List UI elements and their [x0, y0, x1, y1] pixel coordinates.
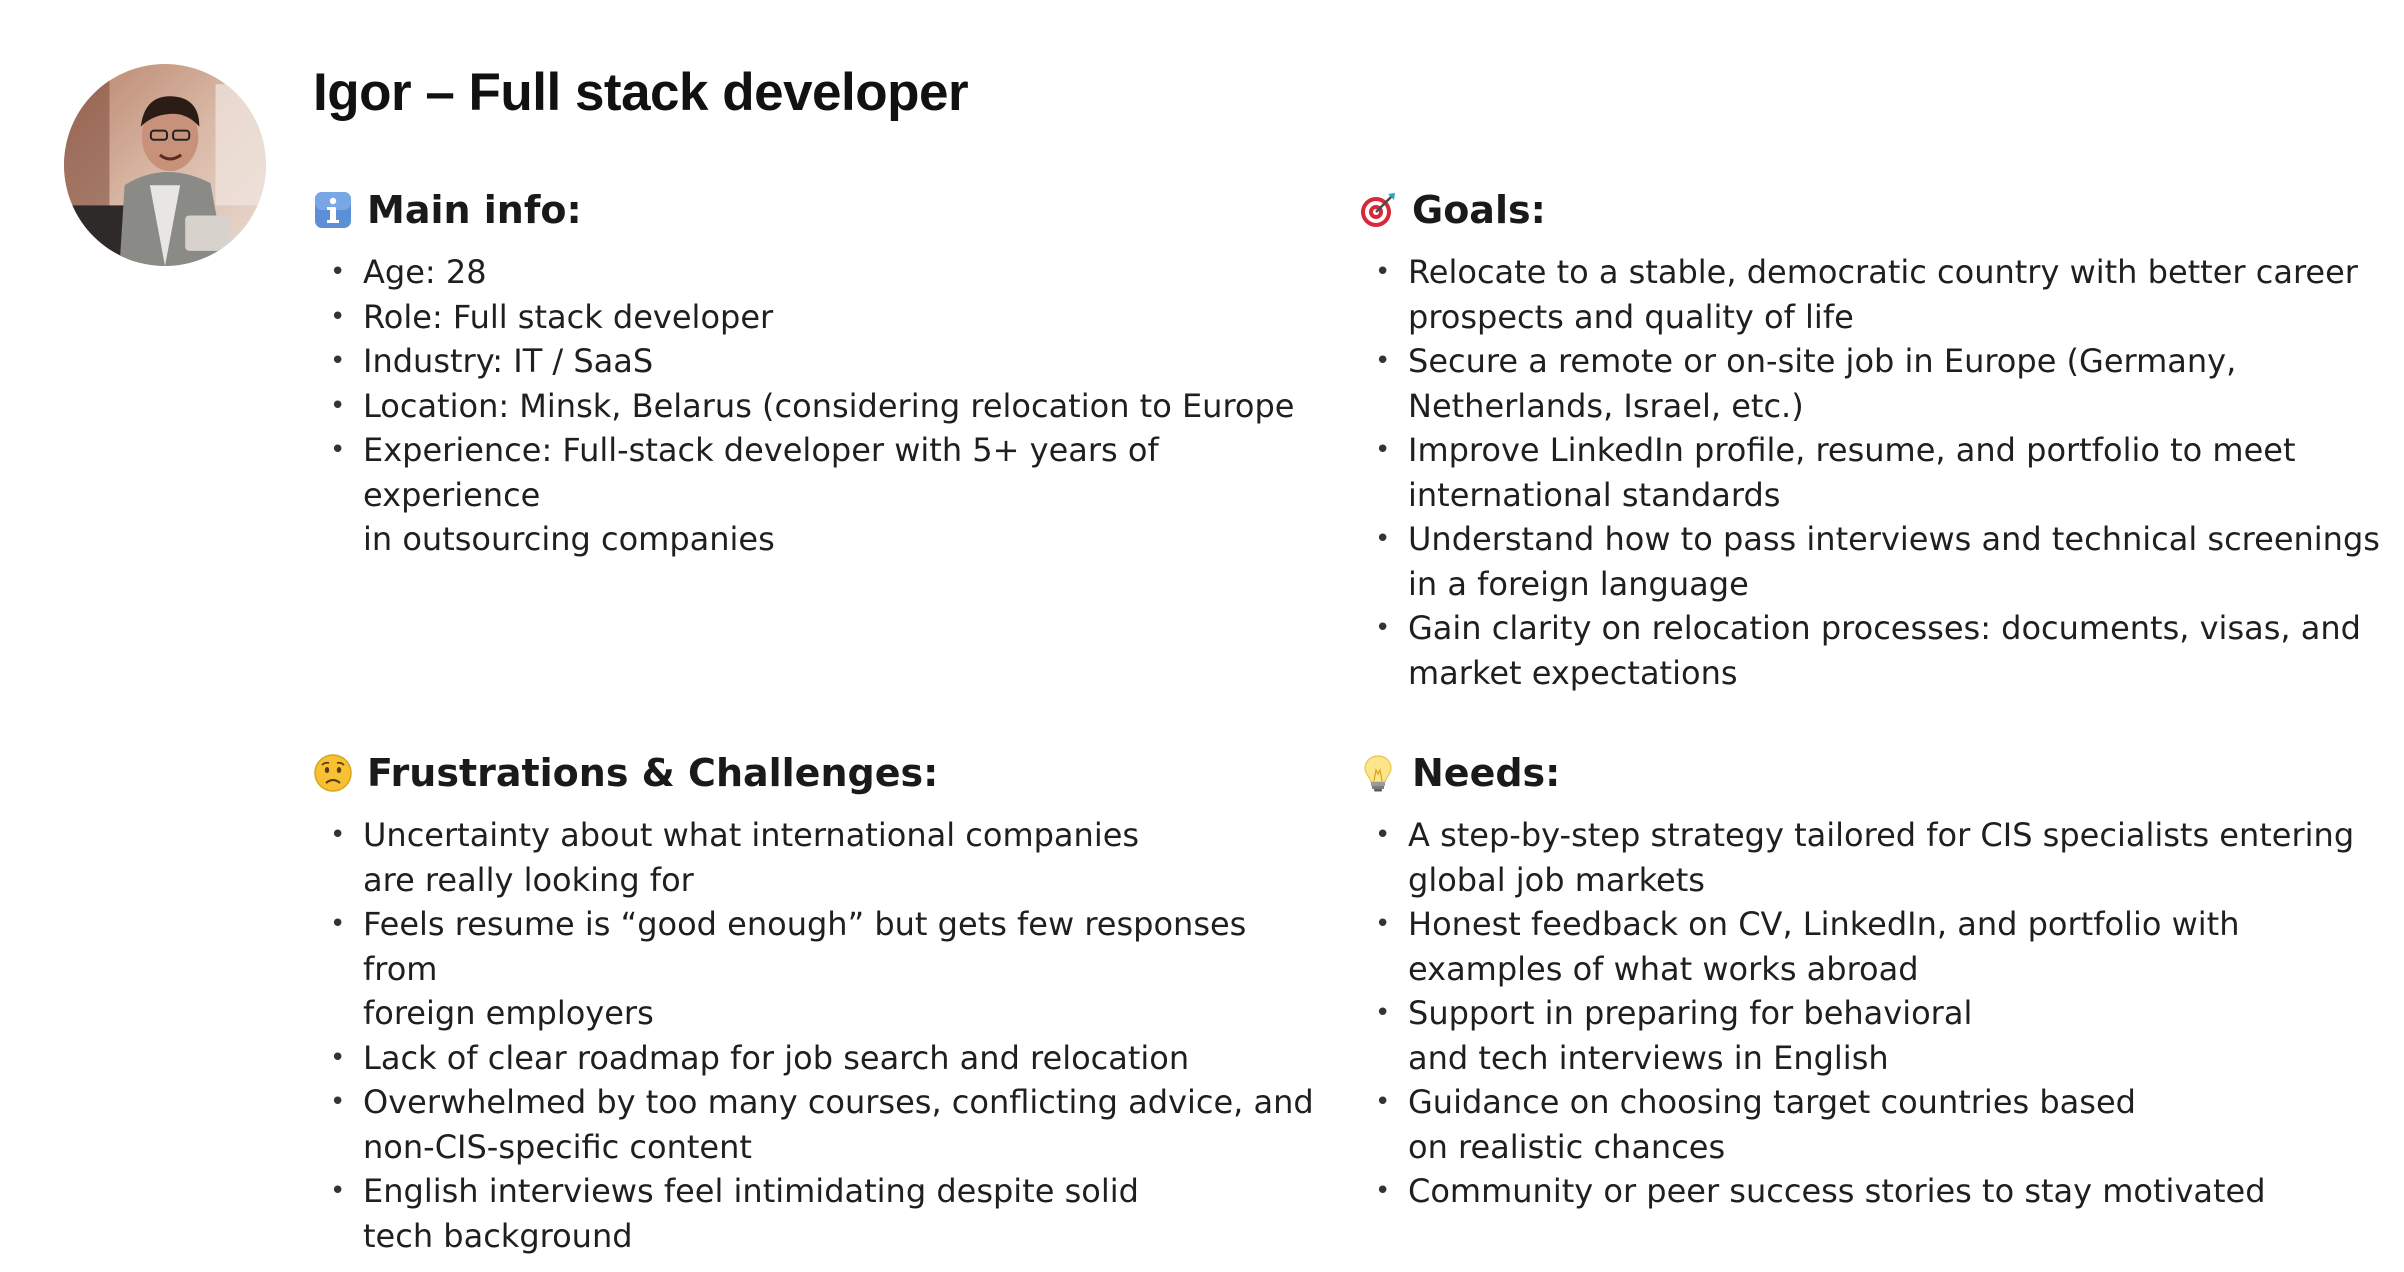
list-item: • Age: 28	[313, 250, 1323, 295]
list-item: • Improve LinkedIn profile, resume, and portfolio to meet international standards	[1358, 428, 2388, 517]
section-title: Needs:	[1412, 751, 1561, 795]
list-item: • Uncertainty about what international companies are really looking for	[313, 813, 1323, 902]
needs-section	[1358, 745, 2388, 1214]
goals-section	[1358, 182, 2388, 695]
list-item: • Industry: IT / SaaS	[313, 339, 1323, 384]
frustrations-list	[313, 813, 1323, 1258]
list-item: • Feels resume is “good enough” but gets few responses from foreign employers	[313, 902, 1323, 1036]
section-header	[313, 182, 1323, 238]
main-info-list	[313, 250, 1323, 562]
list-item: • Experience: Full-stack developer with 5+ years of experience in outsourcing companies	[313, 428, 1323, 562]
list-item: • Guidance on choosing target countries based on realistic chances	[1358, 1080, 2388, 1169]
section-title: Main info:	[367, 188, 582, 232]
list-item: • Gain clarity on relocation processes: documents, visas, and market expectations	[1358, 606, 2388, 695]
list-item: • A step-by-step strategy tailored for CIS specialists entering global job markets	[1358, 813, 2388, 902]
list-item: • Lack of clear roadmap for job search and relocation	[313, 1036, 1323, 1081]
list-item: • Role: Full stack developer	[313, 295, 1323, 340]
information-icon	[313, 190, 353, 230]
section-title: Goals:	[1412, 188, 1546, 232]
avatar	[64, 64, 266, 266]
list-item: • Support in preparing for behavioral and tech interviews in English	[1358, 991, 2388, 1080]
needs-list	[1358, 813, 2388, 1214]
list-item: • Overwhelmed by too many courses, conflicting advice, and non-CIS-specific content	[313, 1080, 1323, 1169]
goals-list	[1358, 250, 2388, 695]
section-header	[1358, 182, 2388, 238]
frustrations-section	[313, 745, 1323, 1258]
list-item: • Relocate to a stable, democratic country with better career prospects and quality of life	[1358, 250, 2388, 339]
list-item: • English interviews feel intimidating despite solid tech background	[313, 1169, 1323, 1258]
list-item: • Location: Minsk, Belarus (considering relocation to Europe	[313, 384, 1323, 429]
target-icon	[1358, 190, 1398, 230]
list-item: • Honest feedback on CV, LinkedIn, and portfolio with examples of what works abroad	[1358, 902, 2388, 991]
section-header	[313, 745, 1323, 801]
list-item: • Secure a remote or on-site job in Europe (Germany, Netherlands, Israel, etc.)	[1358, 339, 2388, 428]
section-title: Frustrations & Challenges:	[367, 751, 939, 795]
list-item: • Understand how to pass interviews and technical screenings in a foreign language	[1358, 517, 2388, 606]
worried-face-icon	[313, 753, 353, 793]
page-title: Igor – Full stack developer	[313, 63, 969, 122]
section-header	[1358, 745, 2388, 801]
list-item: • Community or peer success stories to stay motivated	[1358, 1169, 2388, 1214]
light-bulb-icon	[1358, 753, 1398, 793]
main-info-section	[313, 182, 1323, 562]
